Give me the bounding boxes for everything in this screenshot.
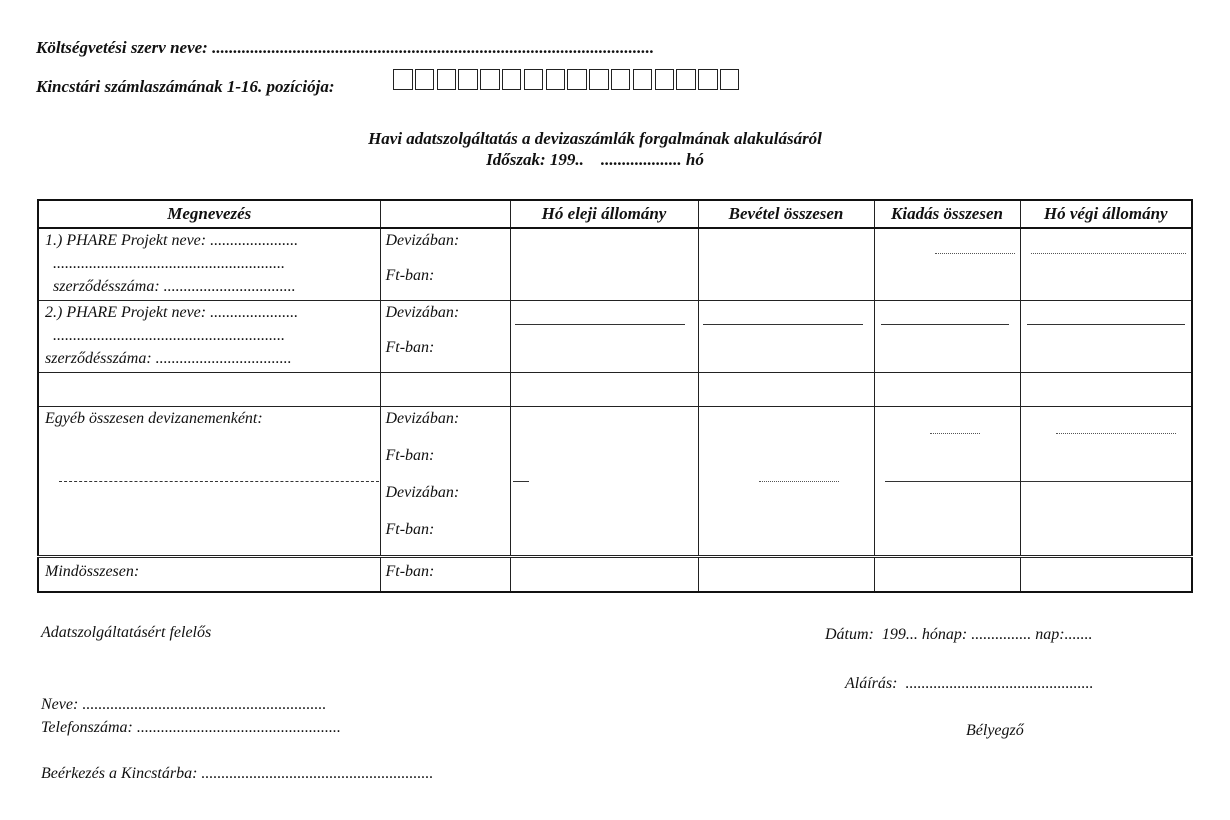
other-total-label: Egyéb összesen devizanemenként:: [45, 409, 263, 427]
project-1-contract-number: szerződésszáma: .................................: [53, 278, 296, 295]
arrival-line: [41, 765, 433, 783]
other-total-expense-cell[interactable]: [874, 406, 1020, 556]
name-label: Neve:: [41, 696, 79, 713]
project-1-name: 1.) PHARE Projekt neve: ......................: [45, 232, 299, 249]
account-digit-box[interactable]: [655, 69, 675, 90]
unit-huf-label: Ft-ban:: [385, 520, 435, 538]
table-row: [38, 556, 1192, 592]
other-total-unit-cell: [380, 406, 510, 556]
account-number-boxes[interactable]: [393, 69, 742, 91]
other-total-closing-cell[interactable]: [1020, 406, 1192, 556]
org-name-dots[interactable]: ........................................................................................................: [212, 38, 655, 57]
unit-huf-label: Ft-ban:: [385, 446, 435, 464]
date-line: [825, 626, 1093, 644]
period-suffix: hó: [685, 150, 704, 169]
project-2-contract-number: szerződésszáma: ..................................: [45, 349, 292, 367]
account-digit-box[interactable]: [611, 69, 631, 90]
project-2-opening-cell[interactable]: [510, 300, 698, 372]
date-label: Dátum:: [825, 626, 874, 643]
arrival-label: Beérkezés a Kincstárba:: [41, 765, 198, 782]
period-month-dots[interactable]: ...................: [600, 150, 682, 169]
account-digit-box[interactable]: [698, 69, 718, 90]
account-digit-box[interactable]: [502, 69, 522, 90]
phone-label: Telefonszáma:: [41, 719, 133, 736]
signature-label: Aláírás:: [845, 675, 898, 692]
project-1-closing-cell[interactable]: [1020, 228, 1192, 300]
grand-total-expense-cell[interactable]: [874, 556, 1020, 592]
responsible-person-label: Adatszolgáltatásért felelős: [41, 624, 212, 641]
period-line: [300, 150, 890, 170]
grand-total-unit-cell: [380, 556, 510, 592]
account-digit-box[interactable]: [633, 69, 653, 90]
other-total-income-cell[interactable]: [698, 406, 874, 556]
account-digit-box[interactable]: [437, 69, 457, 90]
project-1-expense-cell[interactable]: [874, 228, 1020, 300]
account-digit-box[interactable]: [458, 69, 478, 90]
phone-dots[interactable]: ...................................................: [136, 719, 341, 736]
project-2-closing-cell[interactable]: [1020, 300, 1192, 372]
account-number-label: Kincstári számlaszámának 1-16. pozíciója:: [36, 77, 335, 96]
account-digit-box[interactable]: [589, 69, 609, 90]
project-1-opening-cell[interactable]: [510, 228, 698, 300]
blank-cell[interactable]: [698, 372, 874, 406]
project-1-name-cell[interactable]: [38, 228, 380, 300]
unit-currency-label: Devizában:: [385, 409, 460, 427]
blank-cell[interactable]: [510, 372, 698, 406]
other-total-opening-cell[interactable]: [510, 406, 698, 556]
project-1-unit-cell: [380, 228, 510, 300]
currency-account-table: [37, 199, 1193, 593]
account-digit-box[interactable]: [393, 69, 413, 90]
account-digit-box[interactable]: [567, 69, 587, 90]
account-digit-box[interactable]: [415, 69, 435, 90]
name-line: [41, 696, 326, 714]
table-row: [38, 406, 1192, 556]
table-row: [38, 228, 1192, 300]
date-value[interactable]: 199... hónap: ............... nap:.......: [881, 626, 1093, 643]
project-2-expense-cell[interactable]: [874, 300, 1020, 372]
grand-total-cell: [38, 556, 380, 592]
account-digit-box[interactable]: [524, 69, 544, 90]
column-header-opening-balance: Hó eleji állomány: [510, 200, 698, 228]
project-2-name-cell[interactable]: [38, 300, 380, 372]
unit-currency-label: Devizában:: [385, 303, 460, 321]
arrival-dots[interactable]: ..........................................................: [201, 765, 434, 782]
phone-line: [41, 719, 341, 737]
grand-total-income-cell[interactable]: [698, 556, 874, 592]
grand-total-closing-cell[interactable]: [1020, 556, 1192, 592]
stamp-label: Bélyegző: [966, 722, 1024, 739]
unit-currency-label: Devizában:: [385, 483, 460, 501]
table-row: [38, 372, 1192, 406]
org-name-label: Költségvetési szerv neve:: [36, 38, 208, 57]
grand-total-label: Mindösszesen:: [45, 562, 140, 580]
unit-huf-label: Ft-ban:: [385, 267, 435, 284]
column-header-closing-balance: Hó végi állomány: [1020, 200, 1192, 228]
column-header-total-income: Bevétel összesen: [698, 200, 874, 228]
grand-total-opening-cell[interactable]: [510, 556, 698, 592]
blank-cell[interactable]: [1020, 372, 1192, 406]
column-header-total-expense: Kiadás összesen: [874, 200, 1020, 228]
account-digit-box[interactable]: [480, 69, 500, 90]
unit-huf-label: Ft-ban:: [385, 562, 435, 580]
project-2-income-cell[interactable]: [698, 300, 874, 372]
project-1-income-cell[interactable]: [698, 228, 874, 300]
unit-currency-label: Devizában:: [385, 232, 460, 249]
project-1-name-continued: ..........................................................: [53, 255, 285, 272]
signature-dots[interactable]: ...............................................: [905, 675, 1094, 692]
name-dots[interactable]: .............................................................: [82, 696, 327, 713]
blank-cell[interactable]: [38, 372, 380, 406]
period-label: Időszak: 199..: [486, 150, 584, 169]
project-2-unit-cell: [380, 300, 510, 372]
form-title: Havi adatszolgáltatás a devizaszámlák forgalmának alakulásáról: [368, 129, 822, 148]
blank-cell[interactable]: [874, 372, 1020, 406]
table-row: [38, 300, 1192, 372]
account-digit-box[interactable]: [720, 69, 740, 90]
signature-line: [845, 675, 1093, 693]
unit-huf-label: Ft-ban:: [385, 338, 435, 356]
project-2-name: 2.) PHARE Projekt neve: ......................: [45, 303, 299, 321]
account-digit-box[interactable]: [546, 69, 566, 90]
column-header-unit: [380, 200, 510, 228]
column-header-name: Megnevezés: [38, 200, 380, 228]
table-header-row: [38, 200, 1192, 228]
other-total-cell[interactable]: [38, 406, 380, 556]
account-digit-box[interactable]: [676, 69, 696, 90]
project-2-name-continued: ..........................................................: [53, 326, 285, 344]
org-name-line: [36, 38, 654, 58]
blank-cell[interactable]: [380, 372, 510, 406]
